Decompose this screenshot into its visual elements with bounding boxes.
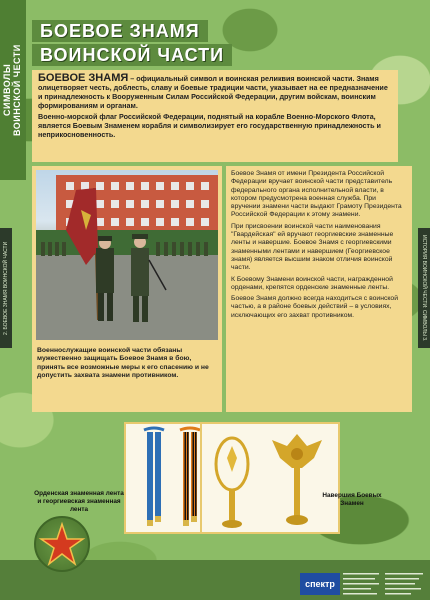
- sidebar-title: [2, 10, 24, 170]
- intro-p1-text: – официальный символ и воинская реликвия воинской части. Знамя олицетворяет честь, доблесть, славу и боевые традиции части, указывает на ее предназначение и принадлежность к Вооруженным Силам Российской Федерации, другим войскам, воинским формированиям и органам.: [38, 74, 388, 110]
- publisher-logo: спектр: [300, 573, 340, 595]
- left-strip-text: 2. БОЕВОЕ ЗНАМЯ ВОИНСКОЙ ЧАСТИ: [3, 241, 9, 335]
- finials-image-box: [200, 422, 340, 534]
- flag-ceremony-photo: [36, 170, 218, 340]
- intro-paragraph-1: [38, 74, 392, 110]
- lower-illustrations: [32, 412, 412, 542]
- regulation-paragraph-3: К Боевому Знамени воинской части, награжденной орденами, крепятся орденские знаменные ленты.: [231, 275, 393, 291]
- ribbons-label: Орденская знаменная лента и георгиевская знаменная лента: [34, 490, 124, 513]
- regulation-paragraph-2: При присвоении воинской части наименования "Гвардейская" ей вручают георгиевские знаменные ленты и навершие. Боевое Знамя с георгиевскими знаменными лентами и навершием (Георгиевское знамя) является высшим знаком отличия воинской части.: [231, 222, 394, 272]
- sidebar-title-line-1: СИМВОЛЫ: [2, 63, 12, 117]
- page-title: [32, 20, 382, 70]
- publisher-info: [343, 571, 425, 598]
- photo-caption-panel: [32, 344, 222, 412]
- regulation-paragraph-4: Боевое Знамя должно всегда находиться с воинской частью, а в районе боевых действий – в условиях, исключающих его захват противником.: [231, 295, 398, 319]
- photo-panel: [32, 166, 222, 344]
- finials-label: Навершия Боевых Знамен: [322, 492, 382, 507]
- intro-panel: [32, 70, 398, 162]
- page-title-line-1: БОЕВОЕ ЗНАМЯ: [32, 20, 208, 42]
- right-side-strip: [418, 228, 430, 348]
- page-title-line-2: ВОИНСКОЙ ЧАСТИ: [32, 44, 232, 66]
- finials-illustration: [202, 424, 338, 532]
- fine-print-placeholder: [343, 571, 425, 598]
- photo-caption: Военнослужащие воинской части обязаны мужественно защищать Боевое Знамя в бою, принять все возможные меры к его спасению и не допустить захвата знамени противником.: [37, 347, 209, 379]
- sidebar-title-line-2: ВОИНСКОЙ ЧЕСТИ: [12, 44, 22, 136]
- emblem-medallion: [34, 516, 90, 572]
- regulation-paragraph-1: Боевое Знамя от имени Президента Российской Федерации вручает воинской части представитель федерального органа исполнительной власти, в котором предусмотрена военная служба. При вручении знамени части выдают Грамоту Президента Российской Федерации к этому знамени.: [231, 170, 402, 219]
- regulations-text-panel: [226, 166, 412, 412]
- red-star-icon: [36, 518, 88, 570]
- intro-paragraph-2: Военно-морской флаг Российской Федерации, поднятый на корабле Военно-Морского Флота, является Боевым Знаменем корабля и символизирует его государственную принадлежность и неприкосновенность.: [38, 112, 381, 139]
- left-side-strip: [0, 228, 12, 348]
- ceremony-illustration: [36, 170, 218, 340]
- right-strip-text: ИСТОРИЯ ВОИНСКОЙ ЧЕСТИ: СИМВОЛЫ 3.: [421, 234, 427, 342]
- intro-lead: БОЕВОЕ ЗНАМЯ: [38, 72, 129, 84]
